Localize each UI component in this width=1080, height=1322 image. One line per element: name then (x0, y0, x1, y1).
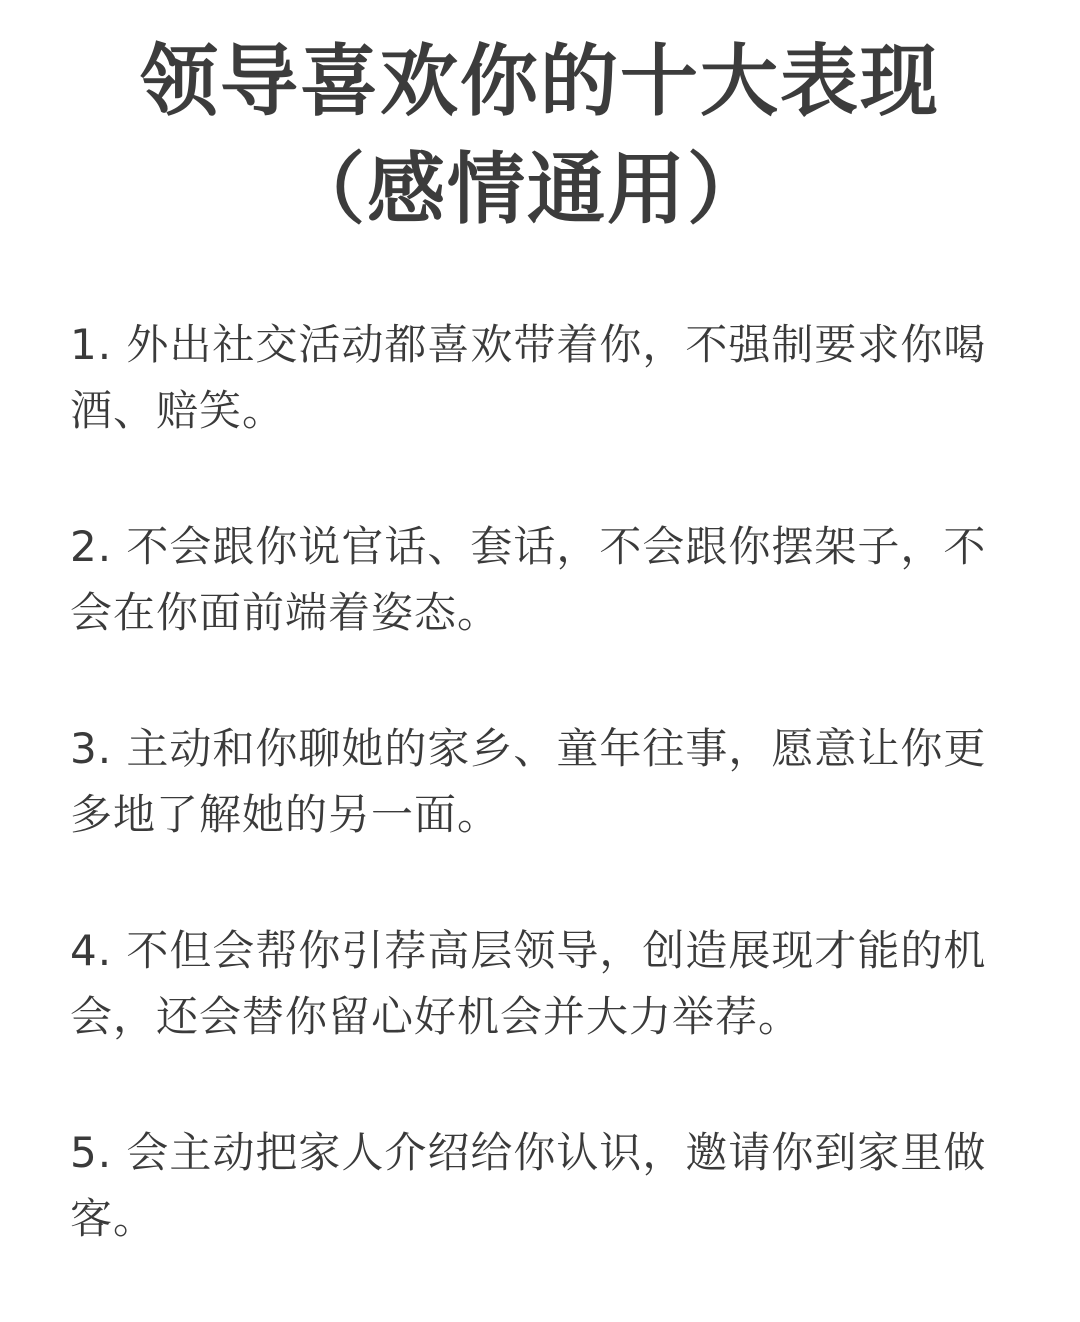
item-list (70, 312, 1010, 1322)
page-title: 领导喜欢你的十大表现 (139, 37, 940, 127)
list-item-2: 2. 不会跟你说官话、套话，不会跟你摆架子，不会在你面前端着姿态。 (70, 522, 987, 637)
list-item-4: 4. 不但会帮你引荐高层领导，创造展现才能的机会，还会替你留心好机会并大力举荐。 (70, 926, 987, 1041)
page-subtitle: （感情通用） (286, 145, 767, 235)
list-item-5: 5. 会主动把家人介绍给你认识，邀请你到家里做客。 (70, 1128, 987, 1243)
list-item-1: 1. 外出社交活动都喜欢带着你，不强制要求你喝酒、赔笑。 (70, 320, 987, 435)
title-block (0, 28, 1080, 244)
list-item-3: 3. 主动和你聊她的家乡、童年往事，愿意让你更多地了解她的另一面。 (70, 724, 987, 839)
